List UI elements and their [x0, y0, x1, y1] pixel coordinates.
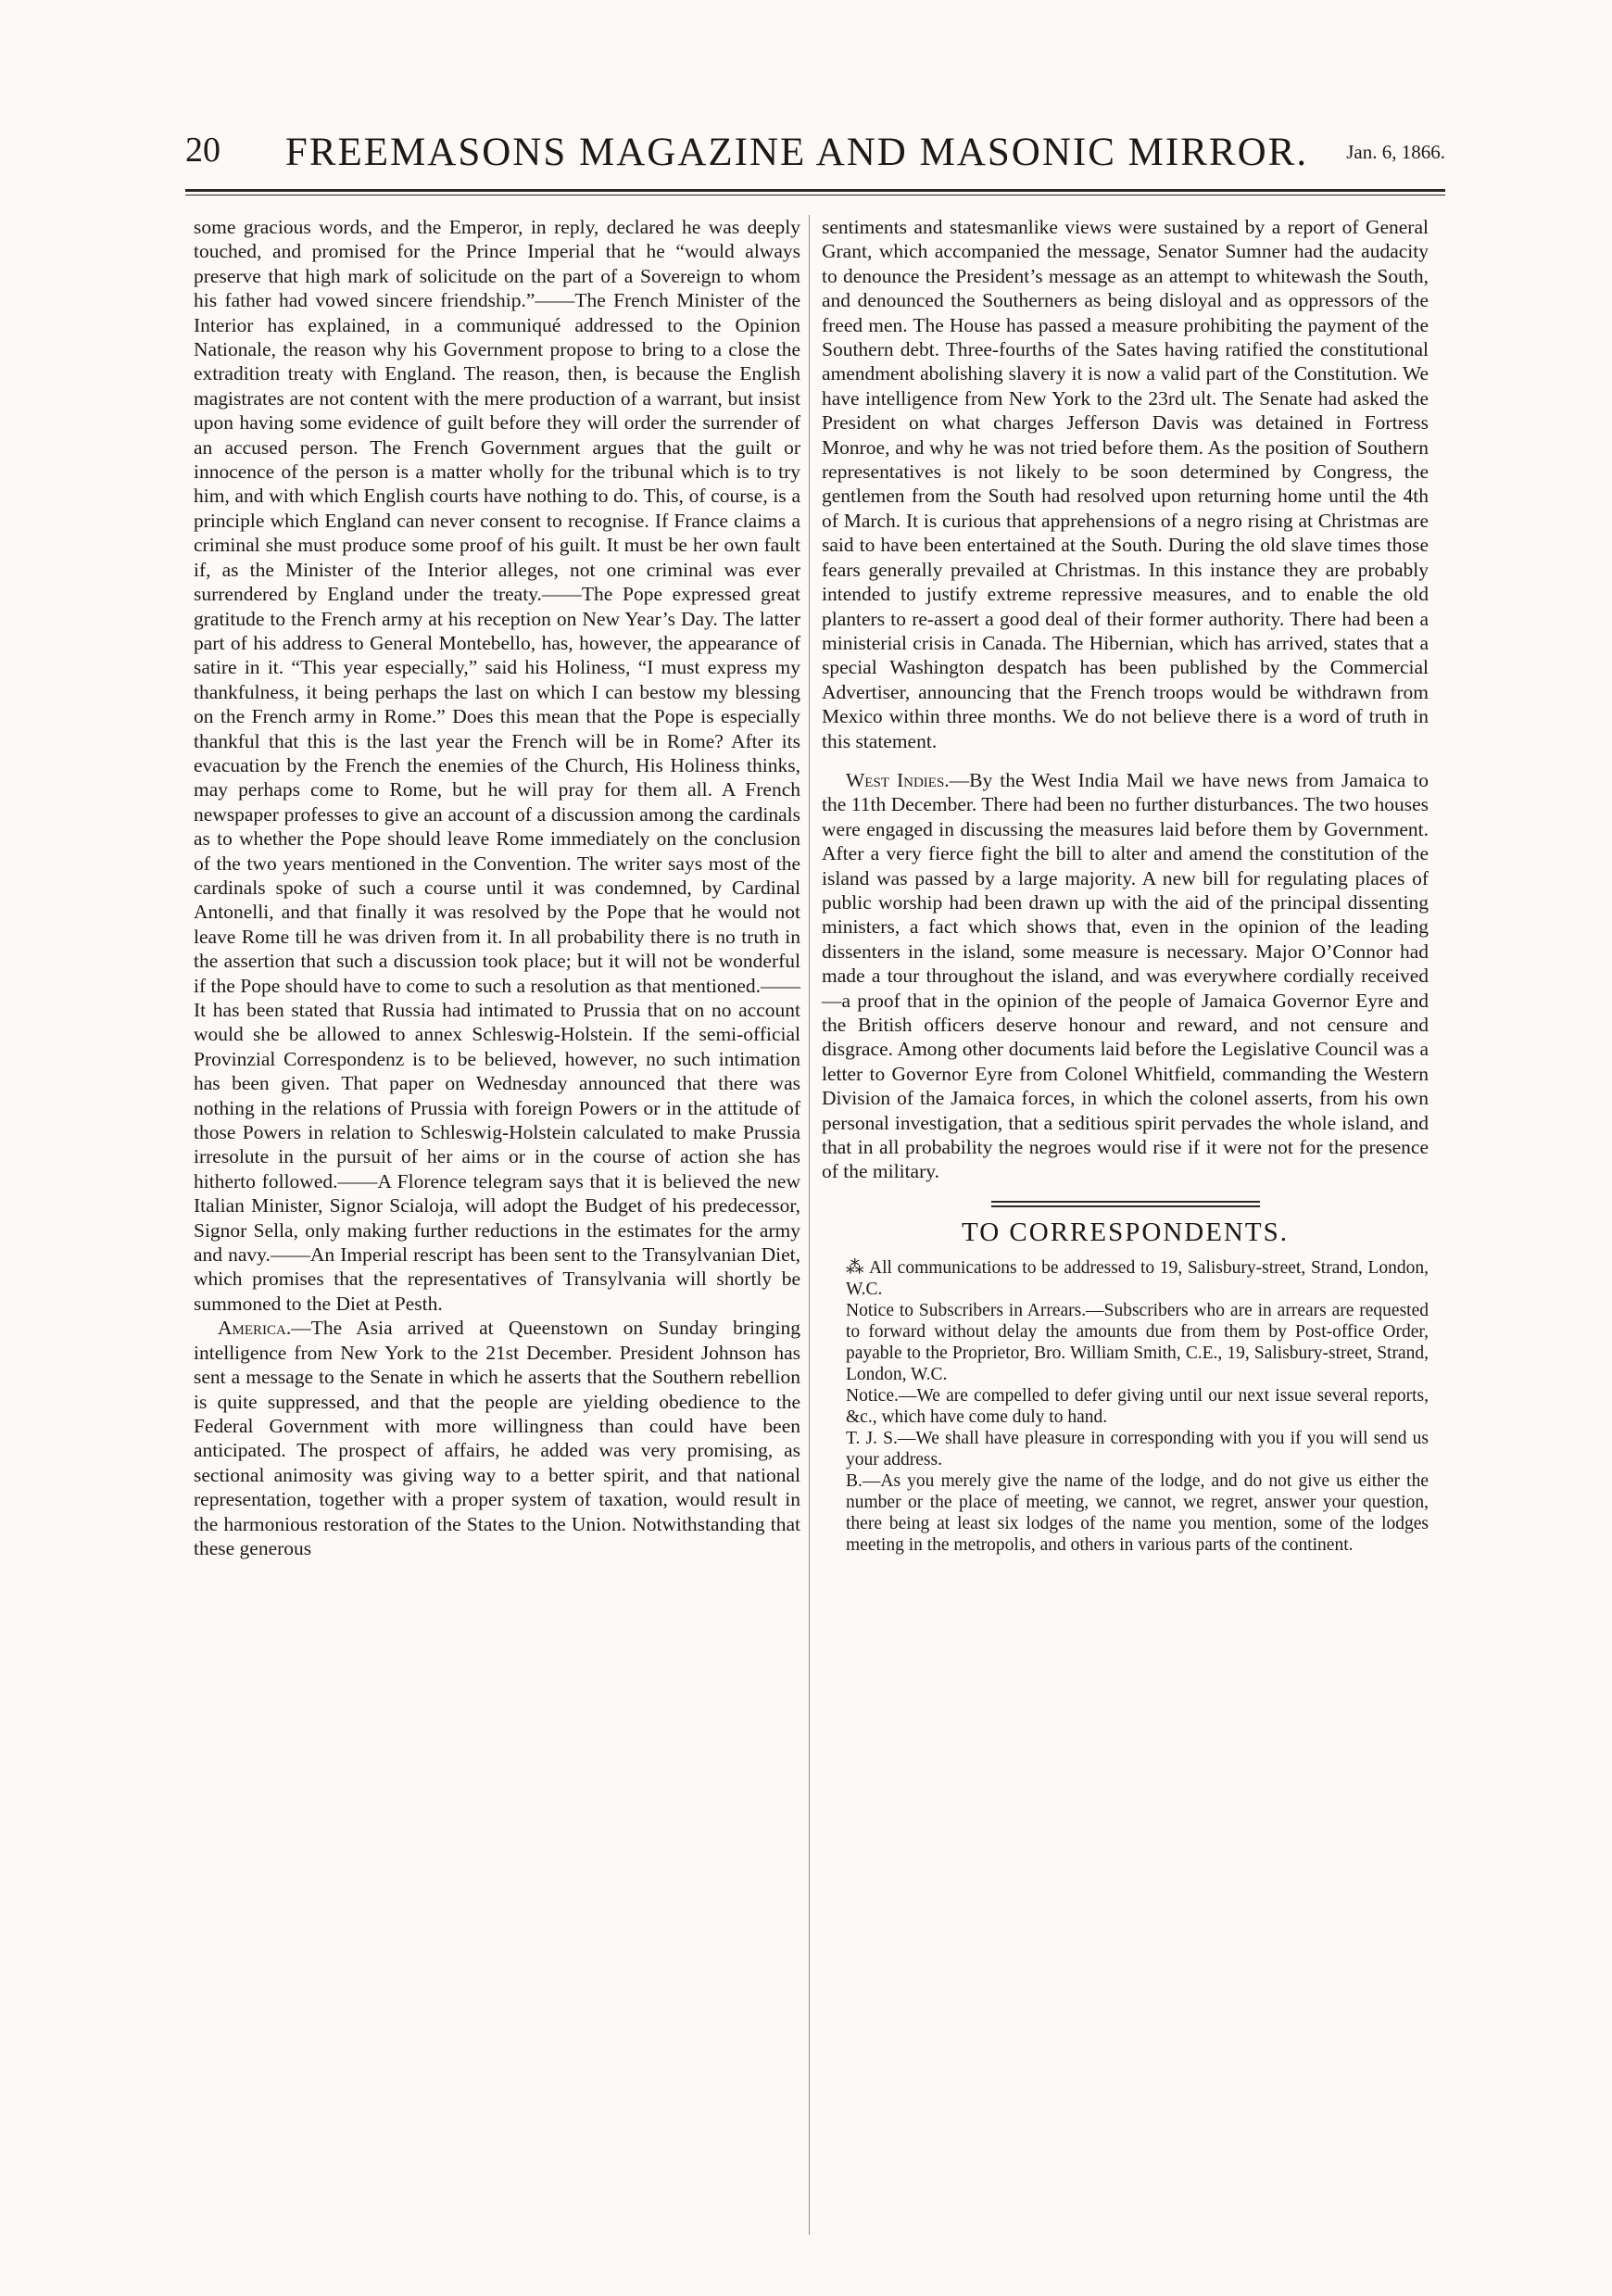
notice-b: B.—As you merely give the name of the lodge, and do not give us either the number or the place of meeting, we cannot, we regret, answer your question, there being at least six lodges of the name you mention, some of the lodges meeting in the metropolis, and others in various parts of the continent. — [846, 1471, 1429, 1556]
issue-date: Jan. 6, 1866. — [1346, 141, 1445, 163]
page-header — [185, 120, 1445, 185]
notice-subscribers: Notice to Subscribers in Arrears.—Subscribers who are in arrears are requested to forward without delay the amounts due from them by Post-office Order, payable to the Proprietor, Bro. William Smith, C.E., 19, Salisbury-street, Strand, London, W.C. — [846, 1301, 1429, 1385]
west-indies-paragraph — [822, 768, 1429, 1184]
section-divider — [991, 1201, 1260, 1207]
america-body: —The Asia arrived at Queenstown on Sunday bringing intelligence from New York to the 21st December. President Johnson has sent a message to the Senate in which he asserts that the Southern rebellion is quite suppressed, and that the people are yielding obedience to the Federal Government with more willingness than could have been anticipated. The prospect of affairs, he added was very promising, as sectional animosity was giving way to a better spirit, and that national representation, together with a proper system of taxation, would result in the harmonious restoration of the States to the Union. Notwithstanding that these generous — [194, 1317, 800, 1559]
header-rule-thick — [185, 189, 1445, 192]
right-column — [822, 215, 1429, 1556]
foreign-news-paragraph: some gracious words, and the Emperor, in reply, declared he was deeply touched, and promised for the Prince Imperial that he “would always preserve that high mark of solicitude on the part of a Sovereign to whom his father had vowed sincere friendship.”——The French Minister of the Interior has explained, in a communiqué addressed to the Opinion Nationale, the reason why his Government propose to bring to a close the extradition treaty with England. The reason, then, is because the English magistrates are not content with the mere production of a warrant, but insist upon having some evidence of guilt before they will order the surrender of an accused person. The French Government argues that the guilt or innocence of the person is a matter wholly for the tribunal which is to try him, and with which English courts have nothing to do. This, of course, is a principle which England can never consent to recognise. If France claims a criminal she must produce some proof of his guilt. It must be her own fault if, as the Minister of the Interior alleges, not one criminal was ever surrendered by England under the treaty.——The Pope expressed great gratitude to the French army at his reception on New Year’s Day. The latter part of his address to General Montebello, has, however, the appearance of satire in it. “This year especially,” said his Holiness, “I must express my thankfulness, it being perhaps the last on which I can bestow my blessing on the French army in Rome.” Does this mean that the Pope is especially thankful that this is the last year the French will be in Rome? After its evacuation by the French the enemies of the Church, His Holiness thinks, may perhaps come to Rome, but he will pray for them all. A French newspaper professes to give an account of a discussion among the cardinals as to whether the Pope should leave Rome immediately on the conclusion of the two years mentioned in the Convention. The writer says most of the cardinals spoke of such a course until it was condemned, by Cardinal Antonelli, and that finally it was resolved by the Pope that he would not leave Rome till he was driven from it. In all probability there is no truth in the assertion that such a discussion took place; but it will not be wonderful if the Pope should have to come to such a resolution as that mentioned.——It has been stated that Russia had intimated to Prussia that on no account would she be allowed to annex Schleswig-Holstein. If the semi-official Provinzial Correspondenz is to be believed, however, no such intimation has been given. That paper on Wednesday announced that there was nothing in the relations of Prussia with foreign Powers or in the attitude of those Powers in relation to Schleswig-Holstein calculated to make Prussia irresolute in the pursuit of her aims or in the course of action she has hitherto followed.——A Florence telegram says that it is believed the new Italian Minister, Signor Scialoja, will adopt the Budget of his predecessor, Signor Sella, only making further reductions in the estimates for the army and navy.——An Imperial rescript has been sent to the Transylvanian Diet, which promises that the representatives of Transylvania will shortly be summoned to the Diet at Pesth. — [194, 216, 800, 1315]
masthead-title: FREEMASONS MAGAZINE AND MASONIC MIRROR. — [284, 131, 1309, 174]
header-rule-thin — [185, 195, 1445, 196]
america-continued-paragraph: sentiments and statesmanlike views were sustained by a report of General Grant, which accompanied the message, Senator Sumner had the audacity to denounce the President’s message as an attempt to whitewash the South, and denounced the Southerners as being disloyal and as oppressors of the freed men. The House has passed a measure prohibiting the payment of the Southern debt. Three-fourths of the Sates having ratified the constitutional amendment abolishing slavery it is now a valid part of the Constitution. We have intelligence from New York to the 23rd ult. The Senate had asked the President on what charges Jefferson Davis was detained in Fortress Monroe, and why he was not tried before them. As the position of Southern representatives is not likely to be soon determined by Congress, the gentlemen from the South had resolved upon returning home until the 4th of March. It is curious that apprehensions of a negro rising at Christmas are said to have been entertained at the South. During the old slave times those fears generally prevailed at Christmas. In this instance they are probably intended to justify extreme repressive measures, and to enable the old planters to re-assert a good deal of their former authority. There had been a ministerial crisis in Canada. The Hibernian, which has arrived, states that a special Washington despatch has been published by the Commercial Advertiser, announcing that the French troops would be withdrawn from Mexico within three months. We do not believe there is a word of truth in this statement. — [822, 216, 1429, 752]
west-indies-heading: West Indies. — [846, 768, 950, 791]
page-number: 20 — [185, 131, 220, 170]
correspondents-heading: TO CORRESPONDENTS. — [962, 1217, 1289, 1247]
notice-tjs: T. J. S.—We shall have pleasure in corresponding with you if you will send us your address. — [846, 1429, 1429, 1470]
notice-deferred: Notice.—We are compelled to defer giving until our next issue several reports, &c., which have come duly to hand. — [846, 1386, 1429, 1428]
left-column — [194, 215, 800, 1560]
west-indies-body: —By the West India Mail we have news from Jamaica to the 11th December. There had been no further disturbances. The two houses were engaged in discussing the measures laid before them by Government. After a very fierce fight the bill to alter and amend the constitution of the island was passed by a large majority. A new bill for regulating places of public worship had been drawn up with the aid of the principal dissenting ministers, a fact which shows that, even in the opinion of the leading dissenters in the island, some measure is necessary. Major O’Connor had made a tour throughout the island, and was everywhere cordially received—a proof that in the opinion of the people of Jamaica Governor Eyre and the British officers deserve honour and reward, and not censure and disgrace. Among other documents laid before the Legislative Council was a letter to Governor Eyre from Colonel Whitfield, commanding the Western Division of the Jamaica forces, in which the colonel asserts, from his own personal investigation, that a seditious spirit pervades the whole island, and that in all probability the negroes would rise if it were not for the presence of the military. — [822, 768, 1429, 1183]
america-heading: America. — [218, 1317, 292, 1340]
paragraph-spacer — [822, 753, 1429, 768]
notice-address: ⁂ All communications to be addressed to 19, Salisbury-street, Strand, London, W.C. — [846, 1258, 1429, 1300]
column-divider — [809, 215, 810, 2235]
america-paragraph — [194, 1316, 800, 1560]
